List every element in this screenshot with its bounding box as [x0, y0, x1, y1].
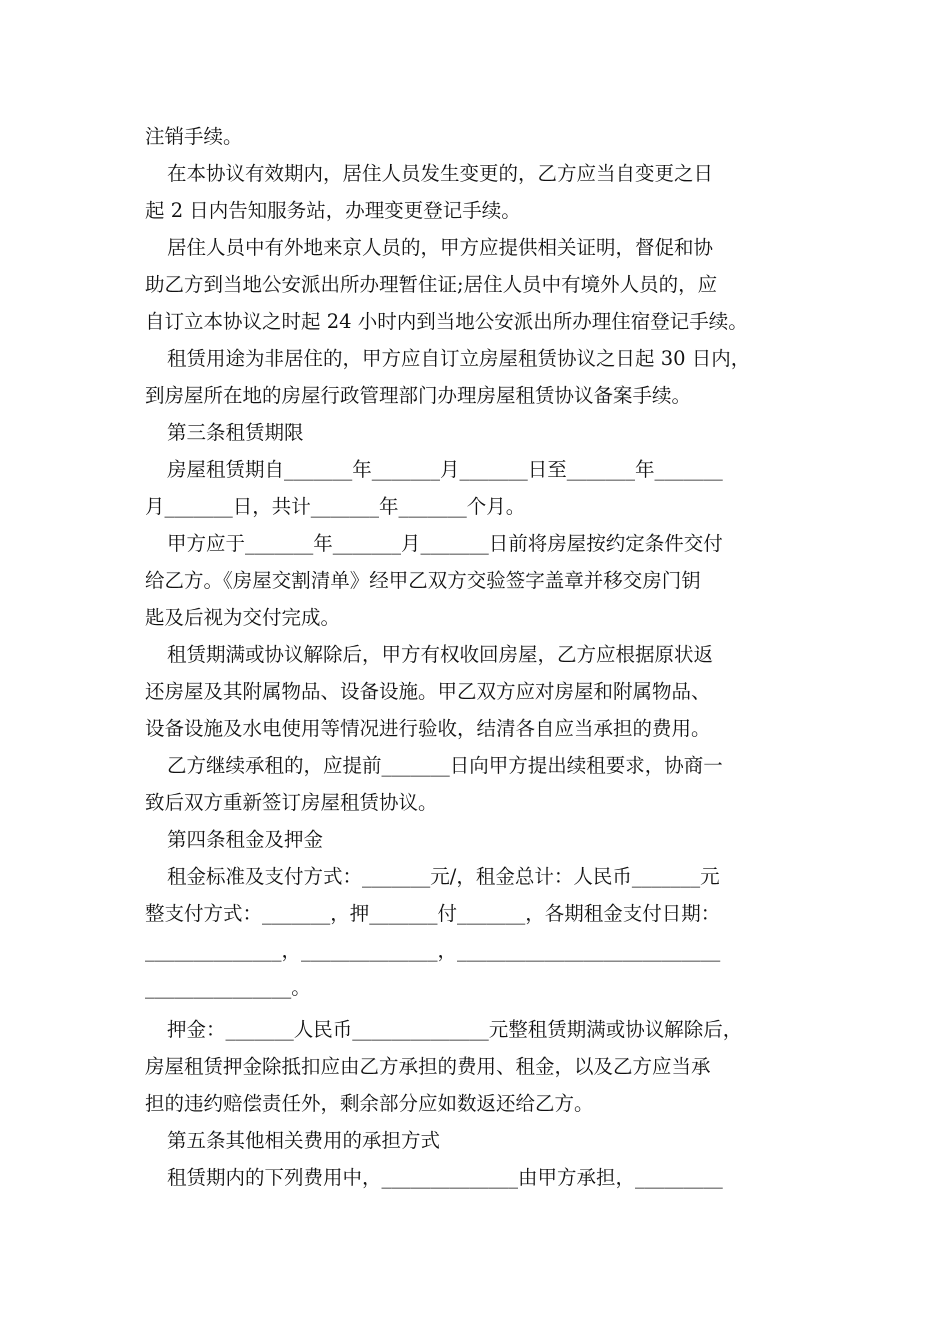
paragraph-line: ______________，______________，___________________________ — [145, 939, 721, 962]
paragraph-line: 租赁期满或协议解除后，甲方有权收回房屋，乙方应根据原状返 — [167, 643, 714, 666]
paragraph-line: 租金标准及支付方式：_______元/，租金总计：人民币_______元 — [167, 865, 720, 888]
paragraph-line: 在本协议有效期内，居住人员发生变更的，乙方应当自变更之日 — [167, 162, 714, 185]
paragraph-line: 致后双方重新签订房屋租赁协议。 — [145, 791, 438, 814]
section-heading: 第三条租赁期限 — [167, 421, 304, 444]
paragraph-line: 助乙方到当地公安派出所办理暂住证;居住人员中有境外人员的，应 — [145, 273, 718, 296]
paragraph-line: 自订立本协议之时起 24 小时内到当地公安派出所办理住宿登记手续。 — [145, 310, 748, 333]
paragraph-line: 押金：_______人民币______________元整租赁期满或协议解除后， — [167, 1018, 743, 1041]
paragraph-line: 租赁期内的下列费用中，______________由甲方承担，_________ — [167, 1166, 723, 1189]
paragraph-line: 担的违约赔偿责任外，剩余部分应如数返还给乙方。 — [145, 1092, 594, 1115]
paragraph-line: 匙及后视为交付完成。 — [145, 606, 341, 629]
paragraph-line: 房屋租赁期自_______年_______月_______日至_______年_______ — [167, 458, 723, 481]
paragraph-line: 房屋租赁押金除抵扣应由乙方承担的费用、租金，以及乙方应当承 — [145, 1055, 711, 1078]
paragraph-line: 给乙方。《房屋交割清单》经甲乙双方交验签字盖章并移交房门钥 — [145, 569, 701, 592]
paragraph-line: 月_______日，共计_______年_______个月。 — [145, 495, 526, 518]
paragraph-line: 居住人员中有外地来京人员的，甲方应提供相关证明，督促和协 — [167, 236, 714, 259]
paragraph-line: 甲方应于_______年_______月_______日前将房屋按约定条件交付 — [167, 532, 723, 555]
paragraph-line: 还房屋及其附属物品、设备设施。甲乙双方应对房屋和附属物品、 — [145, 680, 711, 703]
paragraph-line: 设备设施及水电使用等情况进行验收，结清各自应当承担的费用。 — [145, 717, 711, 740]
section-heading: 第四条租金及押金 — [167, 828, 324, 851]
paragraph-line: 注销手续。 — [145, 125, 243, 148]
contract-text — [145, 118, 815, 1196]
section-heading: 第五条其他相关费用的承担方式 — [167, 1129, 441, 1152]
paragraph-line: 起 2 日内告知服务站，办理变更登记手续。 — [145, 199, 521, 222]
paragraph-line: 乙方继续承租的，应提前_______日向甲方提出续租要求，协商一 — [167, 754, 723, 777]
paragraph-line: 到房屋所在地的房屋行政管理部门办理房屋租赁协议备案手续。 — [145, 384, 692, 407]
paragraph-line: 整支付方式：_______，押_______付_______，各期租金支付日期： — [145, 902, 721, 925]
paragraph-line: _______________。 — [145, 976, 311, 999]
paragraph-line: 租赁用途为非居住的，甲方应自订立房屋租赁协议之日起 30 日内， — [167, 347, 751, 370]
